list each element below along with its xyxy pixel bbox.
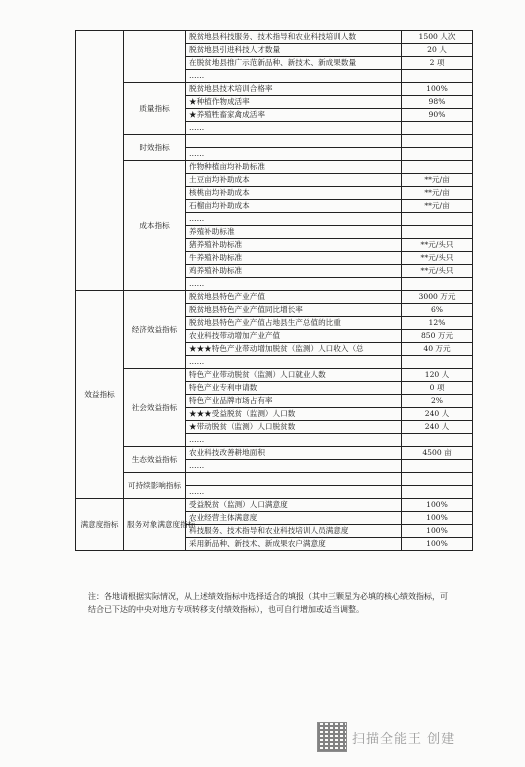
target-value-cell	[402, 278, 473, 291]
target-value-cell: 240 人	[402, 421, 473, 434]
primary-category-cell: 满意度指标	[76, 499, 124, 551]
target-value-cell	[402, 161, 473, 174]
indicator-cell: ★养殖牲畜家禽成活率	[186, 109, 402, 122]
indicator-cell	[186, 135, 402, 148]
indicator-cell: 核桃亩均补助成本	[186, 187, 402, 200]
table-row	[76, 31, 473, 44]
primary-category-cell	[76, 31, 124, 291]
table-row	[76, 369, 473, 382]
indicator-cell: 作物种植亩均补助标准	[186, 161, 402, 174]
target-value-cell: 3000 万元	[402, 291, 473, 304]
indicator-cell: ……	[186, 434, 402, 447]
target-value-cell	[402, 356, 473, 369]
indicator-cell: ……	[186, 70, 402, 83]
target-value-cell	[402, 473, 473, 486]
secondary-category-cell: 生态效益指标	[124, 447, 186, 473]
indicator-cell: ★种植作物成活率	[186, 96, 402, 109]
target-value-cell: **元/头只	[402, 239, 473, 252]
secondary-category-cell: 经济效益指标	[124, 291, 186, 369]
indicator-cell: 牛养殖补助标准	[186, 252, 402, 265]
target-value-cell: 120 人	[402, 369, 473, 382]
indicator-cell: ……	[186, 122, 402, 135]
target-value-cell	[402, 70, 473, 83]
target-value-cell: 1500 人次	[402, 31, 473, 44]
indicator-cell: 脱贫地县特色产业产值同比增长率	[186, 304, 402, 317]
table-row	[76, 83, 473, 96]
target-value-cell: 100%	[402, 538, 473, 551]
secondary-category-cell: 服务对象满意度指标	[124, 499, 186, 551]
target-value-cell: **元/亩	[402, 200, 473, 213]
target-value-cell: **元/头只	[402, 252, 473, 265]
indicator-cell: ★★★特色产业带动增加脱贫（监测）人口收入（总	[186, 343, 402, 356]
target-value-cell: 2 项	[402, 57, 473, 70]
target-value-cell	[402, 122, 473, 135]
primary-category-cell: 效益指标	[76, 291, 124, 499]
table-row	[76, 135, 473, 148]
table-row	[76, 161, 473, 174]
secondary-category-cell: 社会效益指标	[124, 369, 186, 447]
indicator-cell: 在脱贫地县推广示范新品种、新技术、新成果数量	[186, 57, 402, 70]
target-value-cell: 850 万元	[402, 330, 473, 343]
indicator-cell: 科技服务、技术指导和农业科技培训人员满意度	[186, 525, 402, 538]
target-value-cell: 4500 亩	[402, 447, 473, 460]
table-row	[76, 499, 473, 512]
target-value-cell: 40 万元	[402, 343, 473, 356]
indicator-cell: 农业科技带动增加产业产值	[186, 330, 402, 343]
target-value-cell: 12%	[402, 317, 473, 330]
indicator-cell: 脱贫地县科技服务、技术指导和农业科技培训人数	[186, 31, 402, 44]
secondary-category-cell: 时效指标	[124, 135, 186, 161]
table-row	[76, 291, 473, 304]
table-row	[76, 473, 473, 486]
secondary-category-cell: 成本指标	[124, 161, 186, 291]
indicator-cell: ★带动脱贫（监测）人口脱贫数	[186, 421, 402, 434]
secondary-category-cell: 质量指标	[124, 83, 186, 135]
indicator-cell: 鸡养殖补助标准	[186, 265, 402, 278]
indicator-cell: ……	[186, 460, 402, 473]
indicator-cell: 土豆亩均补助成本	[186, 174, 402, 187]
indicator-cell: ……	[186, 486, 402, 499]
performance-indicator-table	[75, 30, 473, 551]
target-value-cell: **元/头只	[402, 265, 473, 278]
indicator-cell: 脱贫地县技术培训合格率	[186, 83, 402, 96]
indicator-cell: ……	[186, 278, 402, 291]
indicator-cell: ……	[186, 213, 402, 226]
indicator-cell: 养殖补助标准	[186, 226, 402, 239]
target-value-cell	[402, 434, 473, 447]
indicator-cell: ……	[186, 356, 402, 369]
target-value-cell	[402, 213, 473, 226]
qr-code-icon	[317, 722, 347, 752]
target-value-cell: 20 人	[402, 44, 473, 57]
target-value-cell	[402, 460, 473, 473]
indicator-cell: ……	[186, 148, 402, 161]
indicator-cell: 脱贫地县特色产业产值占地县生产总值的比重	[186, 317, 402, 330]
secondary-category-cell	[124, 31, 186, 83]
table-row	[76, 447, 473, 460]
indicator-cell: 受益脱贫（监测）人口满意度	[186, 499, 402, 512]
indicator-cell: 猪养殖补助标准	[186, 239, 402, 252]
indicator-cell: 采用新品种、新技术、新成果农户满意度	[186, 538, 402, 551]
indicator-cell: 石榴亩均补助成本	[186, 200, 402, 213]
target-value-cell: 2%	[402, 395, 473, 408]
target-value-cell: 90%	[402, 109, 473, 122]
indicator-cell: 脱贫地县特色产业产值	[186, 291, 402, 304]
indicator-cell: ★★★受益脱贫（监测）人口数	[186, 408, 402, 421]
target-value-cell: 100%	[402, 525, 473, 538]
target-value-cell: 98%	[402, 96, 473, 109]
indicator-cell: 脱贫地县引进科技人才数量	[186, 44, 402, 57]
target-value-cell: **元/亩	[402, 174, 473, 187]
indicator-cell	[186, 473, 402, 486]
target-value-cell	[402, 148, 473, 161]
target-value-cell: **元/亩	[402, 187, 473, 200]
indicator-cell: 特色产业带动脱贫（监测）人口就业人数	[186, 369, 402, 382]
indicator-cell: 农业经营主体满意度	[186, 512, 402, 525]
target-value-cell: 240 人	[402, 408, 473, 421]
target-value-cell	[402, 135, 473, 148]
watermark-text: 扫描全能王 创建	[352, 732, 456, 747]
indicator-cell: 特色产业品牌市场占有率	[186, 395, 402, 408]
target-value-cell	[402, 486, 473, 499]
footnote: 注：各地请根据实际情况，从上述绩效指标中选择适合的填报（其中三颗星为必填的核心绩效指标，可结合已下达的中央对地方专项转移支付绩效指标），也可自行增加或适当调整。	[88, 592, 448, 614]
target-value-cell: 0 项	[402, 382, 473, 395]
indicator-cell: 特色产业专利申请数	[186, 382, 402, 395]
target-value-cell: 100%	[402, 512, 473, 525]
scanner-watermark	[317, 722, 477, 752]
target-value-cell: 6%	[402, 304, 473, 317]
target-value-cell: 100%	[402, 83, 473, 96]
indicator-cell: 农业科技改善耕地面积	[186, 447, 402, 460]
secondary-category-cell: 可持续影响指标	[124, 473, 186, 499]
target-value-cell	[402, 226, 473, 239]
target-value-cell: 100%	[402, 499, 473, 512]
